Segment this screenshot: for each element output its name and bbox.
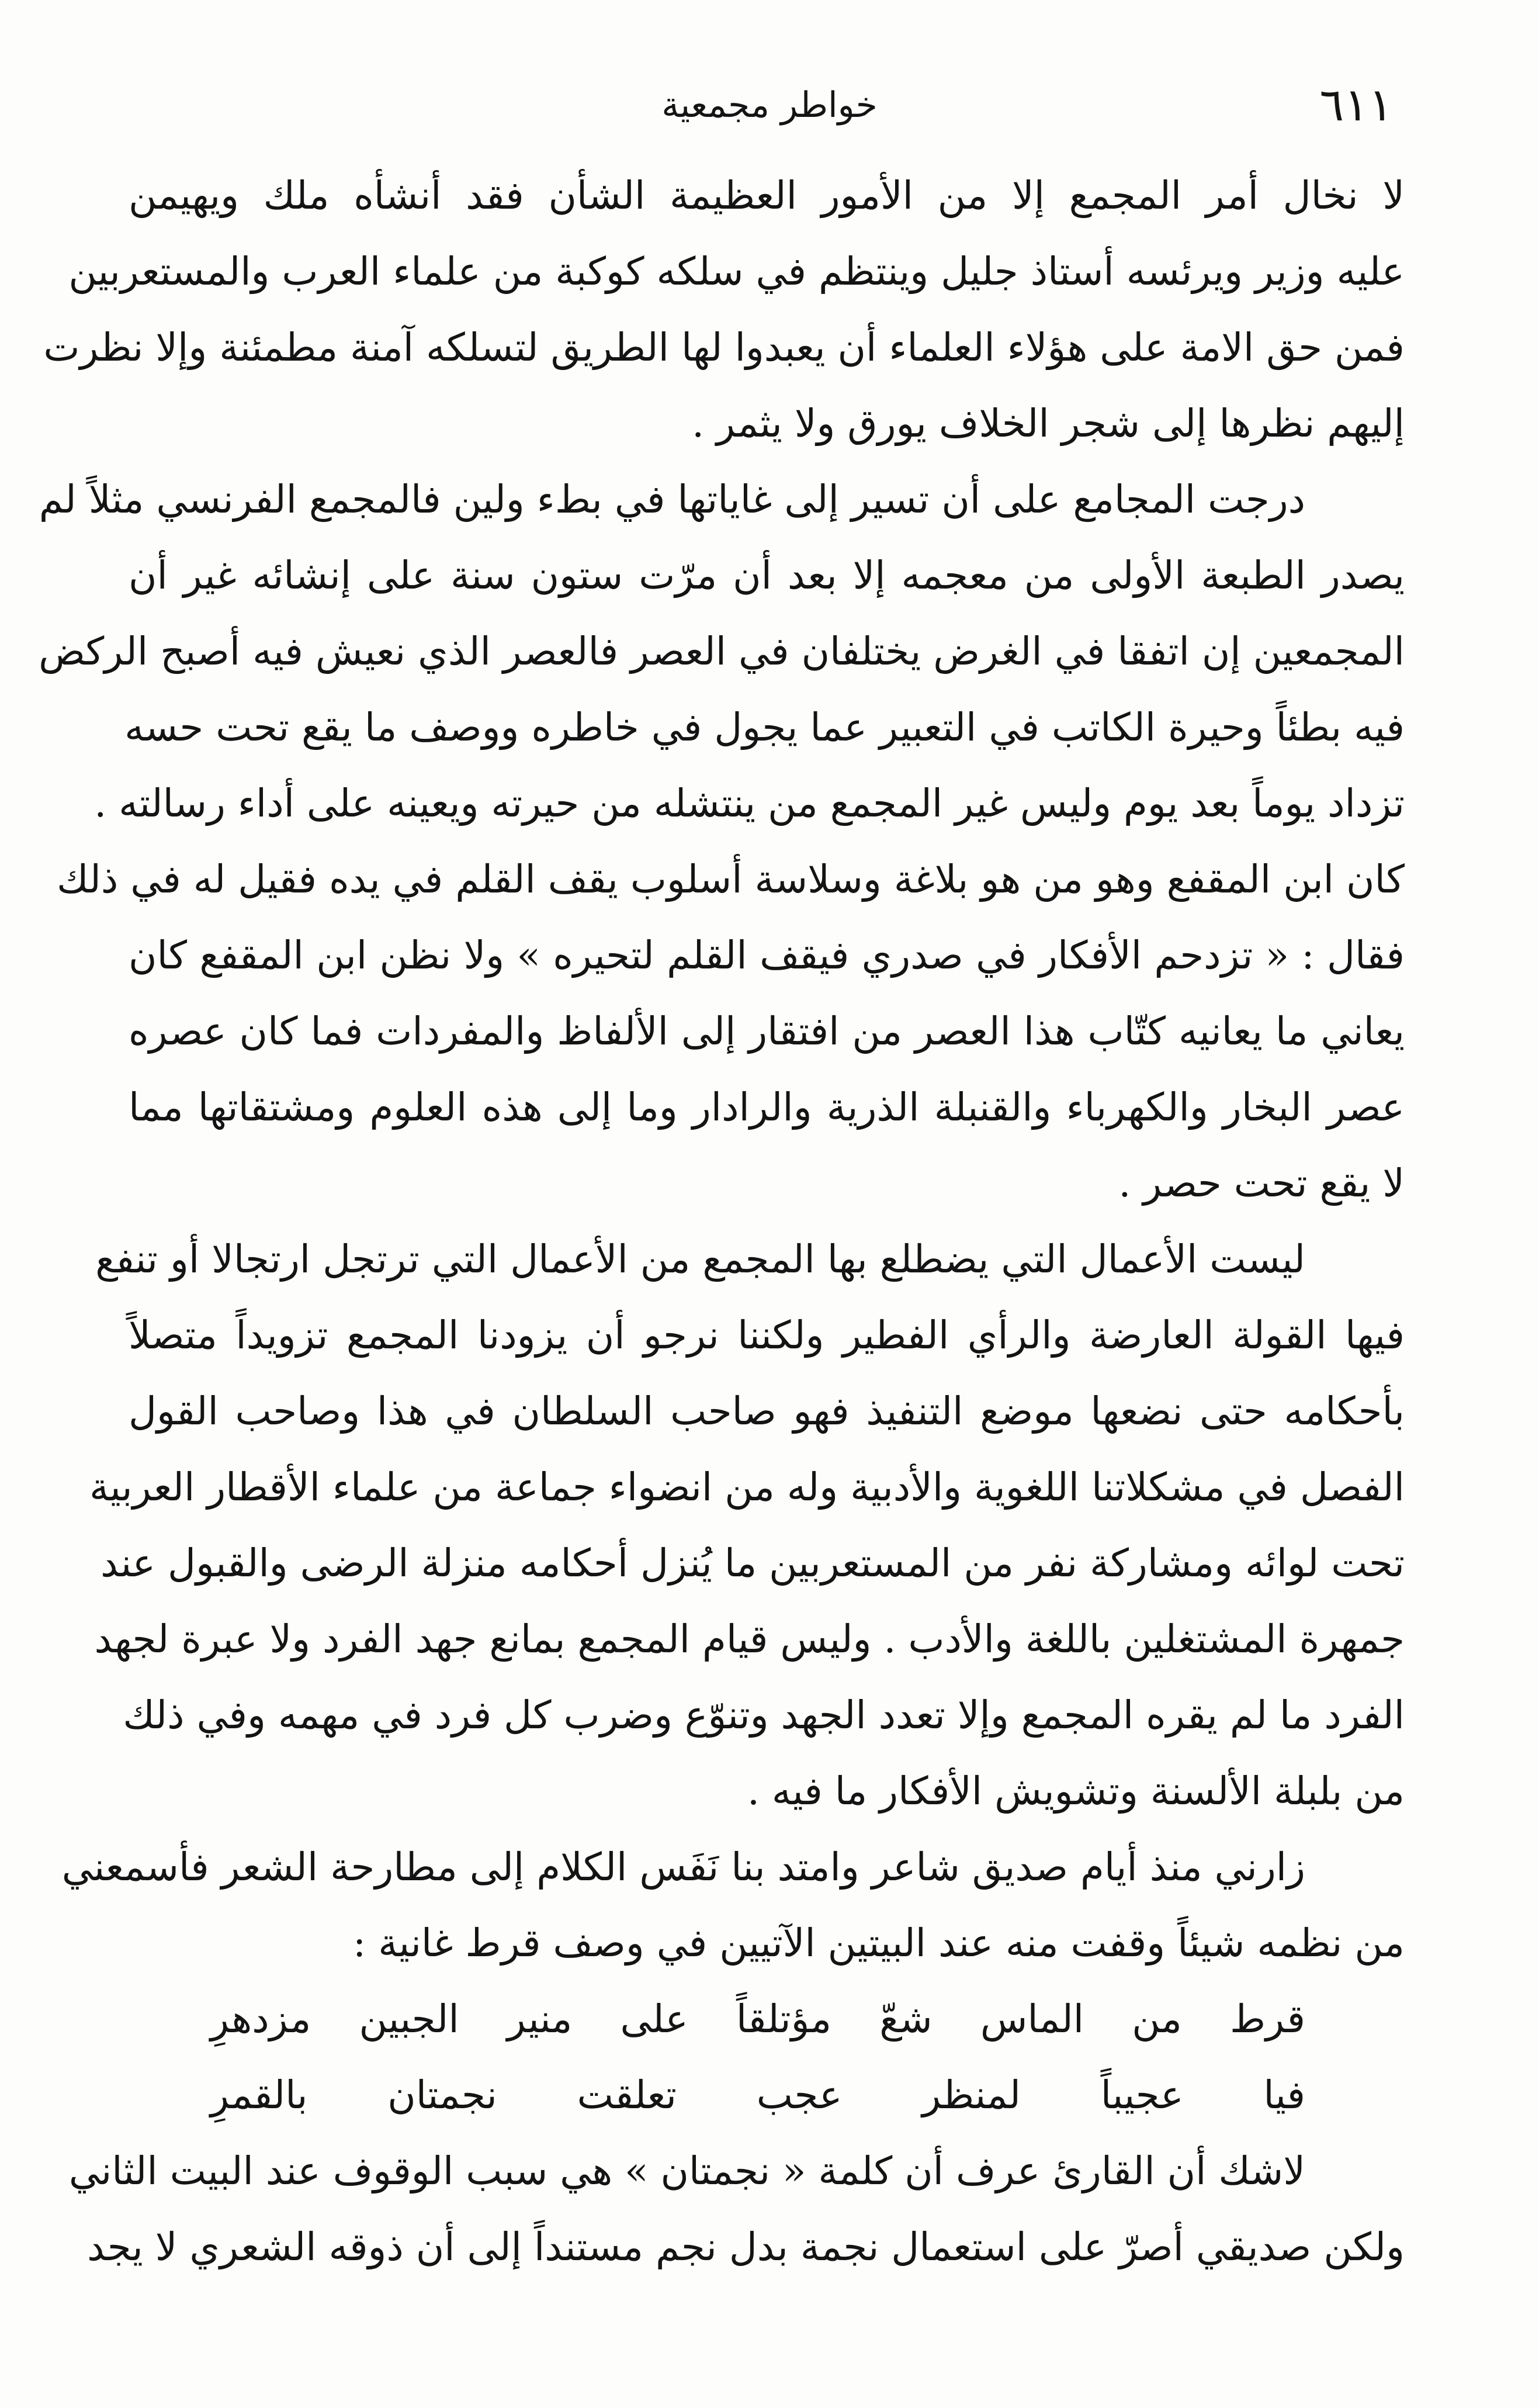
text-line: المجمعين إن اتفقا في الغرض يختلفان في العصر فالعصر الذي نعيش فيه أصبح الركض: [39, 629, 1405, 674]
body-text: [39, 158, 1405, 2285]
paragraph-start-line: ليست الأعمال التي يضطلع بها المجمع من الأعمال التي ترتجل ارتجالا أو تنفع: [95, 1237, 1305, 1282]
text-line: تزداد يوماً بعد يوم وليس غير المجمع من ينتشله من حيرته ويعينه على أداء رسالته .: [94, 781, 1405, 826]
text-line: الفصل في مشكلاتنا اللغوية والأدبية وله من انضواء جماعة من علماء الأقطار العربية: [89, 1465, 1405, 1510]
text-line: تحت لوائه ومشاركة نفر من المستعربين ما يُنزل أحكامه منزلة الرضى والقبول عند: [100, 1541, 1405, 1586]
text-line: عليه وزير ويرئسه أستاذ جليل وينتظم في سلكه كوكبة من علماء العرب والمستعربين: [68, 249, 1405, 294]
text-line: يعاني ما يعانيه كتّاب هذا العصر من افتقار إلى الألفاظ والمفردات فما كان عصره: [129, 1009, 1405, 1054]
text-line: فمن حق الامة على هؤلاء العلماء أن يعبدوا لها الطريق لتسلكه آمنة مطمئنة وإلا نظرت: [43, 325, 1405, 370]
paragraph-start-line: لاشك أن القارئ عرف أن كلمة « نجمتان » هي سبب الوقوف عند البيت الثاني: [68, 2148, 1305, 2194]
text-line: يصدر الطبعة الأولى من معجمه إلا بعد أن مرّت ستون سنة على إنشائه غير أن: [129, 553, 1405, 598]
text-line: فقال : « تزدحم الأفكار في صدري فيقف القلم لتحيره » ولا نظن ابن المقفع كان: [129, 933, 1405, 978]
text-line: فيها القولة العارضة والرأي الفطير ولكننا نرجو أن يزودنا المجمع تزويداً متصلاً: [129, 1313, 1405, 1358]
text-line: من بلبلة الألسنة وتشويش الأفكار ما فيه .: [747, 1769, 1405, 1814]
text-line: ولكن صديقي أصرّ على استعمال نجمة بدل نجم مستنداً إلى أن ذوقه الشعري لا يجد: [87, 2224, 1405, 2269]
text-line: فيه بطئاً وحيرة الكاتب في التعبير عما يجول في خاطره ووصف ما يقع تحت حسه: [124, 705, 1405, 750]
text-line: إليهم نظرها إلى شجر الخلاف يورق ولا يثمر .: [692, 401, 1405, 446]
poem-verse: قرط من الماس شعّ مؤتلقاً على منير الجبين مزدهرِ: [210, 1997, 1305, 2042]
page-number: ٦١١: [1319, 79, 1393, 132]
page-header: [129, 79, 1410, 143]
text-line: لا يقع تحت حصر .: [1118, 1161, 1405, 1206]
running-title: خواطر مجمعية: [661, 85, 878, 126]
paragraph-start-line: زارني منذ أيام صديق شاعر وامتد بنا نَفَس الكلام إلى مطارحة الشعر فأسمعني: [61, 1845, 1305, 1890]
text-line: جمهرة المشتغلين باللغة والأدب . وليس قيام المجمع بمانع جهد الفرد ولا عبرة لجهد: [94, 1617, 1405, 1662]
text-line: من نظمه شيئاً وقفت منه عند البيتين الآتيين في وصف قرط غانية :: [353, 1921, 1405, 1966]
poem-verse: فيا عجيباً لمنظر عجب تعلقت نجمتان بالقمرِ: [210, 2073, 1305, 2118]
paragraph-start-line: درجت المجامع على أن تسير إلى غاياتها في بطء ولين فالمجمع الفرنسي مثلاً لم: [39, 477, 1305, 522]
text-line: بأحكامه حتى نضعها موضع التنفيذ فهو صاحب السلطان في هذا وصاحب القول: [129, 1389, 1405, 1434]
text-line: الفرد ما لم يقره المجمع وإلا تعدد الجهد وتنوّع وضرب كل فرد في مهمه وفي ذلك: [123, 1693, 1405, 1738]
text-line: كان ابن المقفع وهو من هو بلاغة وسلاسة أسلوب يقف القلم في يده فقيل له في ذلك: [57, 857, 1405, 902]
text-line: لا نخال أمر المجمع إلا من الأمور العظيمة الشأن فقد أنشأه ملك ويهيمن: [129, 173, 1405, 218]
text-line: عصر البخار والكهرباء والقنبلة الذرية والرادار وما إلى هذه العلوم ومشتقاتها مما: [129, 1085, 1405, 1130]
